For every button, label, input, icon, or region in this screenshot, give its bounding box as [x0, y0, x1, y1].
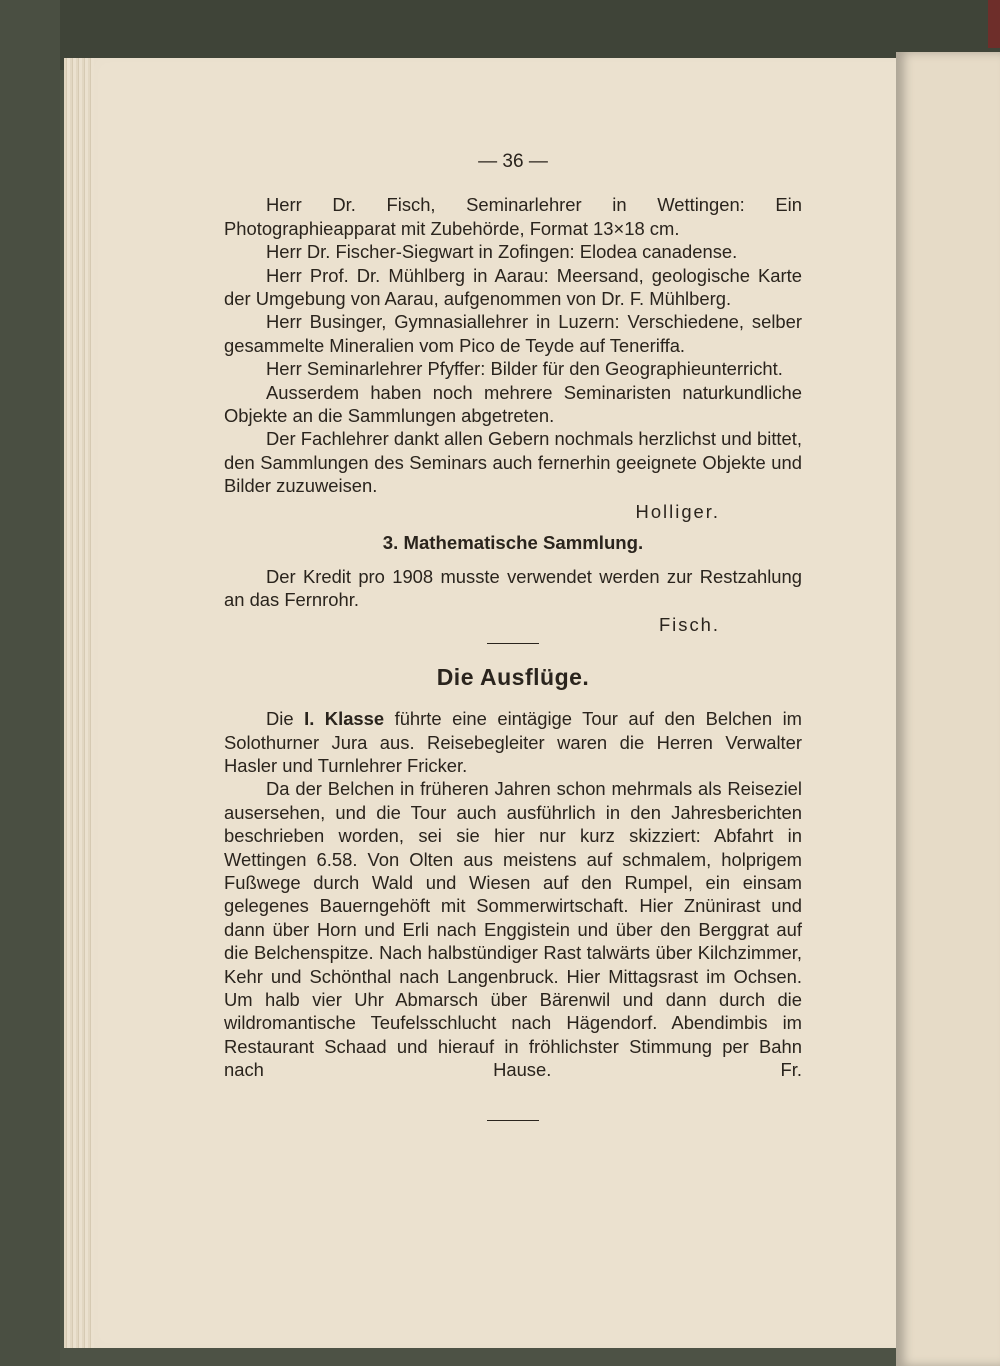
- paragraph: Der Fachlehrer dankt allen Gebern nochmals herzlichst und bittet, den Sammlungen des Seminars auch fernerhin geeignete Objekte und Bilder zuzuweisen.: [224, 428, 802, 497]
- page-number: — 36 —: [478, 151, 548, 172]
- paragraph-text: Da der Belchen in früheren Jahren schon mehrmals als Reiseziel ausersehen, und die Tour auch ausführlich in den Jahresberichten beschrieben worden, sei sie hier nur kurz skizziert: Abfahrt in Wettingen 6.58. Von Olten aus meistens auf schmalem, holprigem Fußwege durch Wald und Wiesen auf den Rumpel, ein einsam gelegenes Bauerngehöft mit Sommerwirtschaft. Hier Znünirast und dann über Horn und Erli nach Enggistein und über den Berggrat auf die Belchenspitze. Nach halbstündiger Rast talwärts über Kilchzimmer, Kehr und Schönthal nach Langenbruck. Hier Mittagsrast im Ochsen. Um halb vier Uhr Abmarsch über Bärenwil und dann durch die wildromantische Teufelsschlucht nach Hägendorf. Abendimbis im Restaurant Schaad und hierauf in fröhlichster Stimmung per Bahn nach Hause.: [224, 778, 802, 1081]
- next-page-edge: [896, 52, 1000, 1366]
- page-stack-edge: [64, 58, 94, 1348]
- divider: [487, 1120, 539, 1121]
- signature-fisch: Fisch.: [658, 614, 720, 636]
- page-content: [224, 150, 802, 1121]
- paragraph: Herr Prof. Dr. Mühlberg in Aarau: Meersand, geologische Karte der Umgebung von Aarau, aufgenommen von Dr. F. Mühlberg.: [224, 264, 802, 310]
- paragraph: Herr Businger, Gymnasiallehrer in Luzern: Verschiedene, selber gesammelte Mineralien vom Pico de Teyde auf Teneriffa.: [224, 311, 802, 356]
- section-heading: 3. Mathematische Sammlung.: [382, 532, 644, 554]
- paragraph-prefix: Die: [266, 708, 305, 730]
- paragraph-rest: führte eine eintägige Tour auf den Belchen im Solothurner Jura aus. Reisebegleiter waren die Herren Verwalter Hasler und Turnlehrer Fricker.: [224, 708, 802, 776]
- background-left: [0, 0, 60, 1366]
- chapter-title: Die Ausflüge.: [436, 663, 590, 690]
- paragraph: Herr Dr. Fisch, Seminarlehrer in Wettingen: Ein Photographieapparat mit Zubehörde, Format 13×18 cm.: [224, 194, 802, 239]
- signature-fr: Fr.: [780, 1059, 802, 1081]
- paragraph: Herr Seminarlehrer Pfyffer: Bilder für den Geographieunterricht.: [266, 358, 783, 380]
- paragraph: [224, 777, 802, 1081]
- bookmark-ribbon: [988, 0, 1000, 48]
- class-label: I. Klasse: [304, 708, 385, 730]
- paragraph: [224, 707, 802, 777]
- divider: [487, 643, 539, 644]
- signature-holliger: Holliger.: [635, 500, 720, 522]
- paragraph: Herr Dr. Fischer-Siegwart in Zofingen: Elodea canadense.: [266, 241, 738, 263]
- paragraph: Ausserdem haben noch mehrere Seminaristen naturkundliche Objekte an die Sammlungen abgetreten.: [224, 381, 802, 427]
- paragraph: Der Kredit pro 1908 musste verwendet werden zur Restzahlung an das Fernrohr.: [224, 565, 802, 610]
